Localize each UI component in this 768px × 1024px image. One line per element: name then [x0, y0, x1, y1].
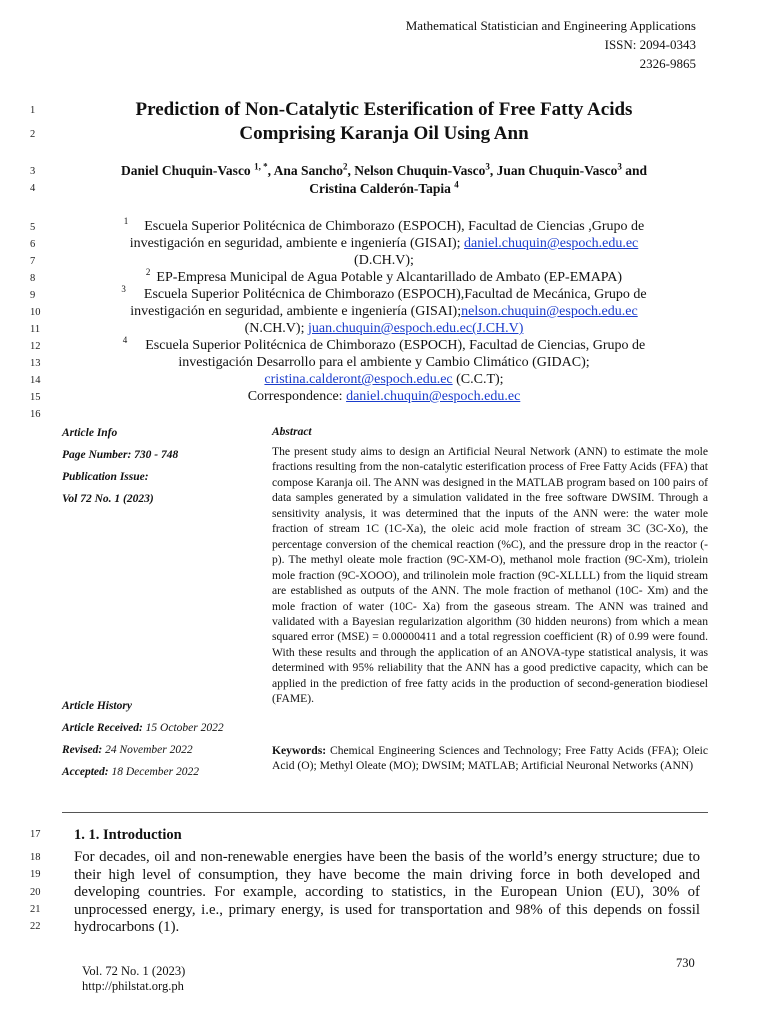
- section-divider: [62, 812, 708, 813]
- affiliation-text: (N.CH.V);: [244, 321, 308, 336]
- line-number: 8: [30, 273, 36, 284]
- affiliation-2-line-1: [78, 269, 690, 286]
- author-list: [70, 162, 698, 198]
- line-number: 12: [30, 341, 41, 352]
- introduction-text: For decades, oil and non-renewable energies have been the basis of the world’s energy structure; due to their high level of consumption, they have become the main driving force in both developed and developing countries. For example, according to statistics, in the European Union (EU), 30% of unprocessed energy, i.e., primary energy, is used for transportation and 98% of this depends on fossil hydrocarbons (1).: [74, 849, 700, 936]
- line-number: 19: [30, 869, 41, 880]
- footer: [82, 964, 185, 994]
- line-number: 14: [30, 375, 41, 386]
- affiliation-number: 4: [122, 335, 128, 346]
- email-link[interactable]: juan.chuquin@espoch.edu.ec(J.CH.V): [307, 321, 524, 336]
- author-affiliation-mark: 3: [617, 161, 622, 172]
- issn-print: ISSN: 2094-0343: [604, 37, 696, 52]
- line-number: 2: [30, 129, 36, 140]
- received-date: 15 October 2022: [142, 722, 224, 734]
- affiliation-text: (C.C.T);: [452, 372, 504, 387]
- correspondence-line: [78, 388, 690, 405]
- affiliation-1-line-2: [78, 235, 690, 252]
- line-number: 7: [30, 256, 36, 267]
- line-number: 11: [30, 324, 41, 335]
- line-number: 10: [30, 307, 41, 318]
- line-number: 3: [30, 166, 36, 177]
- issn-online: 2326-9865: [639, 56, 696, 71]
- footer-url[interactable]: http://philstat.org.ph: [82, 979, 184, 993]
- line-number: 1: [30, 105, 36, 116]
- author-name: , Ana Sancho: [267, 163, 343, 178]
- affiliation-text: investigación en seguridad, ambiente e ingeniería (GISAI);: [129, 236, 465, 251]
- journal-name: Mathematical Statistician and Engineering Applications: [405, 18, 696, 33]
- revised-date: 24 November 2022: [102, 744, 193, 756]
- line-number: 5: [30, 222, 36, 233]
- affiliation-3-line-3: [78, 320, 690, 337]
- affiliation-4-line-2: investigación Desarrollo para el ambiente y Cambio Climático (GIDAC);: [178, 355, 590, 370]
- affiliation-number: 3: [121, 284, 126, 295]
- accepted-label: Accepted:: [62, 766, 109, 778]
- publication-issue: Vol 72 No. 1 (2023): [62, 493, 154, 505]
- author-line-1: [70, 162, 698, 180]
- correspondence-email-link[interactable]: daniel.chuquin@espoch.edu.ec: [346, 389, 521, 404]
- paper-title: [70, 98, 698, 146]
- author-name: Cristina Calderón-Tapia: [309, 181, 451, 196]
- footer-volume: Vol. 72 No. 1 (2023): [82, 964, 186, 978]
- line-number: 17: [30, 829, 41, 840]
- author-affiliation-mark: 1, *: [254, 161, 268, 172]
- affiliation-3-line-2: [78, 303, 690, 320]
- introduction-heading: 1. 1. Introduction: [74, 827, 182, 843]
- page-number: Page Number: 730 - 748: [62, 449, 179, 461]
- keywords: [272, 743, 708, 774]
- email-link[interactable]: nelson.chuquin@espoch.edu.ec: [461, 304, 638, 319]
- line-number: 18: [30, 852, 41, 863]
- abstract-text: The present study aims to design an Artificial Neural Network (ANN) to estimate the mole fractions resulting from the non-catalytic esterification process of Free Fatty Acids (FFA) that compose Karanja oil. The ANN was designed in the MATLAB program based on 100 pairs of data samples generated by a simulation validated in the free software DWSIM. Through a sensitivity analysis, it was determined that the inputs of the ANN were: the water mole fraction of stream 1C (1C-Xa), the oleic acid mole fraction of stream 3C (3C-Xo), the percentage conversion of the chemical reaction (%C), and the pressure drop in the reactor (-p). The methyl oleate mole fraction (9C-XM-O), methanol mole fraction (9C-Xm), triolein mole fraction (9C-XOOO), and trilinolein mole fraction (9C-XLLLL) from the liquid stream are established as outputs of the ANN. The mole fraction of methanol (10C- Xm) and the mole fraction of water (10C- Xa) from the gaseous stream. The ANN was trained and validated with a Bayesian regularization algorithm (30 hidden neurons) from which a mean squared error (MSE) = 0.00000411 and a total regression coefficient (R) of 0.99 were found. With these results and through the application of an ANOVA-type statistical analysis, it was determined with 95% reliability that the ANN has a good predictive capacity, which can be applied in the prediction of free fatty acids in the production of second-generation biodiesel (FAME).: [272, 445, 708, 706]
- line-number: 22: [30, 921, 41, 932]
- affiliation-1-line-1: [78, 218, 690, 235]
- author-affiliation-mark: 4: [454, 179, 459, 190]
- line-number: 9: [30, 290, 36, 301]
- line-number: 4: [30, 183, 36, 194]
- author-line-2: [70, 180, 698, 198]
- affiliation-text: EP-Empresa Municipal de Agua Potable y Alcantarillado de Ambato (EP-EMAPA): [156, 270, 623, 285]
- line-number: 15: [30, 392, 41, 403]
- affiliation-1-line-3: (D.CH.V);: [354, 253, 414, 268]
- affiliation-4-line-1: [78, 337, 690, 354]
- affiliation-text: Escuela Superior Politécnica de Chimborazo (ESPOCH),Facultad de Mecánica, Grupo de: [143, 287, 647, 302]
- publication-issue-label: Publication Issue:: [62, 471, 149, 483]
- affiliation-number: 2: [145, 267, 151, 278]
- affiliation-text: Escuela Superior Politécnica de Chimborazo (ESPOCH), Facultad de Ciencias ,Grupo de: [144, 219, 645, 234]
- keywords-text: Chemical Engineering Sciences and Technology; Free Fatty Acids (FFA); Oleic Acid (O); Methyl Oleate (MO); DWSIM; MATLAB; Artificial Neuronal Networks (ANN): [272, 744, 708, 773]
- line-number: 21: [30, 904, 41, 915]
- line-number: 16: [30, 409, 41, 420]
- abstract-heading: Abstract: [272, 426, 312, 438]
- author-affiliation-mark: 3: [485, 161, 490, 172]
- line-number: 20: [30, 887, 41, 898]
- accepted-date: 18 December 2022: [108, 766, 200, 778]
- journal-header: [406, 16, 696, 73]
- affiliation-text: Escuela Superior Politécnica de Chimborazo (ESPOCH), Facultad de Ciencias, Grupo de: [145, 338, 646, 353]
- affiliation-number: 1: [123, 216, 129, 227]
- author-name: Daniel Chuquin-Vasco: [121, 163, 251, 178]
- page-number-footer: 730: [676, 956, 695, 970]
- line-number: 6: [30, 239, 36, 250]
- author-affiliation-mark: 2: [342, 161, 348, 172]
- author-name: , Juan Chuquin-Vasco: [489, 163, 618, 178]
- email-link[interactable]: cristina.calderont@espoch.edu.ec: [264, 372, 453, 387]
- keywords-label: Keywords:: [272, 744, 327, 757]
- article-history-heading: Article History: [62, 700, 132, 712]
- correspondence-label: Correspondence:: [247, 389, 347, 404]
- received-label: Article Received:: [62, 722, 143, 734]
- affiliation-text: investigación en seguridad, ambiente e ingeniería (GISAI);: [130, 304, 462, 319]
- article-info: [62, 426, 178, 514]
- line-number: 13: [30, 358, 41, 369]
- affiliation-4-line-3: [78, 371, 690, 388]
- author-name: , Nelson Chuquin-Vasco: [347, 163, 486, 178]
- article-info-heading: Article Info: [62, 427, 118, 439]
- article-history: [62, 699, 224, 787]
- affiliation-3-line-1: [78, 286, 690, 303]
- author-conjunction: and: [621, 163, 647, 178]
- title-line-1: Prediction of Non-Catalytic Esterification of Free Fatty Acids: [135, 99, 633, 120]
- email-link[interactable]: daniel.chuquin@espoch.edu.ec: [464, 236, 639, 251]
- revised-label: Revised:: [62, 744, 103, 756]
- title-line-2: Comprising Karanja Oil Using Ann: [239, 123, 529, 144]
- affiliations: [78, 218, 690, 405]
